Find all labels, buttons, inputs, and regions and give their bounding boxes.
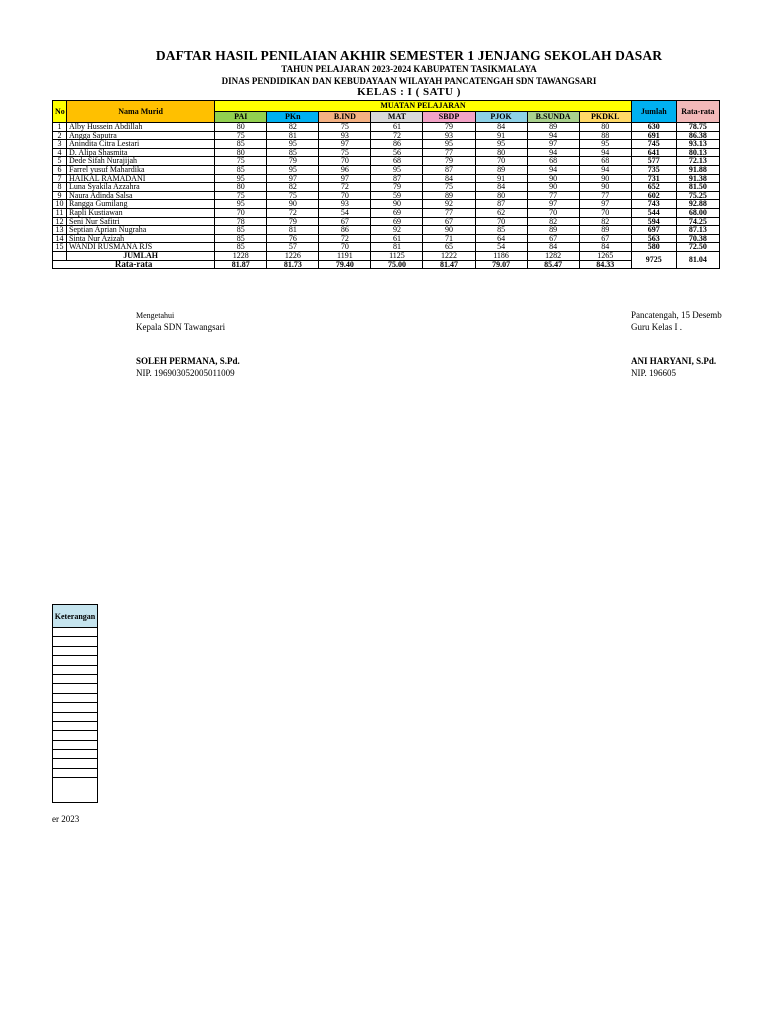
grade-cell: 84	[475, 123, 527, 132]
grade-cell: 97	[527, 140, 579, 149]
row-number: 10	[53, 200, 67, 209]
grade-cell: 82	[579, 217, 631, 226]
grade-cell: 67	[319, 217, 371, 226]
grade-cell: 79	[267, 157, 319, 166]
grade-cell: 94	[579, 165, 631, 174]
row-total: 743	[631, 200, 676, 209]
grade-cell: 70	[215, 208, 267, 217]
keterangan-cell	[53, 637, 98, 646]
subject-total: 1226	[267, 251, 319, 260]
student-name: Anindita Citra Lestari	[67, 140, 215, 149]
row-total: 652	[631, 183, 676, 192]
row-total: 580	[631, 243, 676, 252]
subject-total: 1191	[319, 251, 371, 260]
row-total: 563	[631, 234, 676, 243]
subject-header-pkdkl: PKDKL	[579, 112, 631, 123]
row-number: 11	[53, 208, 67, 217]
subject-average: 75.00	[371, 260, 423, 269]
grade-cell: 70	[579, 208, 631, 217]
sig-left-nip: NIP. 196903052005011009	[136, 368, 235, 378]
grade-cell: 67	[579, 234, 631, 243]
subject-average: 79.07	[475, 260, 527, 269]
grade-cell: 95	[215, 174, 267, 183]
student-row	[53, 200, 720, 209]
student-row	[53, 208, 720, 217]
grade-cell: 82	[527, 217, 579, 226]
rata-rata-row	[53, 260, 720, 269]
student-row	[53, 234, 720, 243]
grade-cell: 70	[475, 157, 527, 166]
grade-cell: 65	[423, 243, 475, 252]
row-number: 3	[53, 140, 67, 149]
row-total: 641	[631, 148, 676, 157]
grade-cell: 80	[475, 191, 527, 200]
row-total: 691	[631, 131, 676, 140]
header-muatan-pelajaran: MUATAN PELAJARAN	[215, 101, 632, 112]
grade-cell: 95	[579, 140, 631, 149]
grade-cell: 85	[215, 234, 267, 243]
grade-cell: 89	[423, 191, 475, 200]
row-average: 81.50	[676, 183, 719, 192]
grade-cell: 85	[475, 226, 527, 235]
row-average: 74.25	[676, 217, 719, 226]
grade-cell: 94	[527, 148, 579, 157]
row-number: 5	[53, 157, 67, 166]
grade-cell: 89	[475, 165, 527, 174]
grade-cell: 75	[215, 191, 267, 200]
student-name: Seni Nur Safitri	[67, 217, 215, 226]
grade-cell: 68	[579, 157, 631, 166]
grade-cell: 80	[215, 123, 267, 132]
keterangan-cell	[53, 693, 98, 702]
grade-cell: 85	[215, 243, 267, 252]
student-row	[53, 123, 720, 132]
keterangan-cell	[53, 712, 98, 721]
grade-cell: 85	[215, 165, 267, 174]
row-number: 8	[53, 183, 67, 192]
grade-cell: 89	[579, 226, 631, 235]
row-average: 86.38	[676, 131, 719, 140]
student-name: Naura Adinda Salsa	[67, 191, 215, 200]
grade-cell: 56	[371, 148, 423, 157]
grade-cell: 94	[527, 165, 579, 174]
grade-cell: 75	[215, 157, 267, 166]
grand-total: 9725	[631, 251, 676, 268]
row-average: 80.13	[676, 148, 719, 157]
grade-cell: 71	[423, 234, 475, 243]
keterangan-cell	[53, 674, 98, 683]
grade-cell: 69	[371, 217, 423, 226]
grade-cell: 68	[371, 157, 423, 166]
grade-cell: 54	[475, 243, 527, 252]
keterangan-cell	[53, 646, 98, 655]
grade-cell: 91	[475, 131, 527, 140]
grade-cell: 87	[475, 200, 527, 209]
row-average: 70.38	[676, 234, 719, 243]
grade-cell: 79	[371, 183, 423, 192]
sig-left-role: Kepala SDN Tawangsari	[136, 322, 226, 332]
grade-cell: 78	[215, 217, 267, 226]
subject-average: 84.33	[579, 260, 631, 269]
grade-cell: 67	[527, 234, 579, 243]
keterangan-cell	[53, 759, 98, 768]
student-name: Sinta Nur Azizah	[67, 234, 215, 243]
grade-cell: 59	[371, 191, 423, 200]
row-average: 72.50	[676, 243, 719, 252]
grade-cell: 84	[475, 183, 527, 192]
subject-total: 1282	[527, 251, 579, 260]
row-total: 745	[631, 140, 676, 149]
header-rata-rata: Rata-rata	[676, 101, 719, 123]
keterangan-cell	[53, 750, 98, 759]
row-average: 72.13	[676, 157, 719, 166]
subject-average: 85.47	[527, 260, 579, 269]
page-title: DAFTAR HASIL PENILAIAN AKHIR SEMESTER 1 JENJANG SEKOLAH DASAR	[155, 48, 663, 63]
grade-cell: 92	[371, 226, 423, 235]
grade-cell: 70	[475, 217, 527, 226]
grade-cell: 75	[267, 191, 319, 200]
subject-total: 1265	[579, 251, 631, 260]
subject-total: 1228	[215, 251, 267, 260]
grade-cell: 79	[423, 123, 475, 132]
sig-right-nip: NIP. 196605	[631, 368, 677, 378]
grade-cell: 81	[371, 243, 423, 252]
student-name: HAIKAL RAMADANI	[67, 174, 215, 183]
grade-cell: 77	[423, 148, 475, 157]
grade-cell: 72	[371, 131, 423, 140]
grade-cell: 86	[371, 140, 423, 149]
grade-cell: 84	[527, 243, 579, 252]
grade-cell: 79	[423, 157, 475, 166]
student-name: Dede Sifah Nurajijah	[67, 157, 215, 166]
row-number: 7	[53, 174, 67, 183]
student-name: WANDI RUSMANA RJS	[67, 243, 215, 252]
subject-header-mat: MAT	[371, 112, 423, 123]
grade-cell: 85	[215, 226, 267, 235]
grade-cell: 97	[579, 200, 631, 209]
grade-cell: 72	[267, 208, 319, 217]
row-number: 1	[53, 123, 67, 132]
student-row	[53, 140, 720, 149]
grade-cell: 90	[267, 200, 319, 209]
grade-cell: 77	[527, 191, 579, 200]
row-average: 68.00	[676, 208, 719, 217]
grade-cell: 80	[475, 148, 527, 157]
keterangan-cell	[53, 768, 98, 777]
grade-cell: 97	[319, 140, 371, 149]
jumlah-label: JUMLAH	[67, 251, 215, 260]
grades-table	[52, 100, 720, 269]
grade-cell: 93	[319, 131, 371, 140]
keterangan-cell	[53, 721, 98, 730]
grade-cell: 75	[215, 131, 267, 140]
grade-cell: 70	[319, 243, 371, 252]
row-average: 75.25	[676, 191, 719, 200]
grade-cell: 86	[319, 226, 371, 235]
grade-cell: 89	[527, 123, 579, 132]
row-total: 630	[631, 123, 676, 132]
subject-header-sbdp: SBDP	[423, 112, 475, 123]
grade-cell: 75	[319, 148, 371, 157]
grade-cell: 85	[215, 140, 267, 149]
grade-cell: 90	[527, 174, 579, 183]
grade-cell: 93	[423, 131, 475, 140]
row-average: 91.88	[676, 165, 719, 174]
grade-cell: 68	[527, 157, 579, 166]
grade-cell: 96	[319, 165, 371, 174]
grade-cell: 81	[267, 131, 319, 140]
keterangan-cell	[53, 778, 98, 803]
grade-cell: 75	[319, 123, 371, 132]
grade-cell: 64	[475, 234, 527, 243]
grade-cell: 95	[475, 140, 527, 149]
grade-cell: 88	[579, 131, 631, 140]
header-nama-murid: Nama Murid	[67, 101, 215, 123]
grade-cell: 72	[319, 183, 371, 192]
grade-cell: 85	[267, 148, 319, 157]
student-name: Alby Hussein Abdillah	[67, 123, 215, 132]
grade-cell: 90	[527, 183, 579, 192]
row-number: 12	[53, 217, 67, 226]
grade-cell: 80	[215, 148, 267, 157]
subject-total: 1186	[475, 251, 527, 260]
header-no: No	[53, 101, 67, 123]
row-number: 2	[53, 131, 67, 140]
student-name: Angga Saputra	[67, 131, 215, 140]
header-jumlah: Jumlah	[631, 101, 676, 123]
row-number: 14	[53, 234, 67, 243]
sig-left-mengetahui: Mengetahui	[136, 311, 175, 320]
row-total: 602	[631, 191, 676, 200]
subject-total: 1125	[371, 251, 423, 260]
row-total: 697	[631, 226, 676, 235]
grade-cell: 77	[423, 208, 475, 217]
student-row	[53, 174, 720, 183]
grade-cell: 81	[267, 226, 319, 235]
row-average: 78.75	[676, 123, 719, 132]
grade-cell: 94	[527, 131, 579, 140]
student-name: Rapli Kustiawan	[67, 208, 215, 217]
grade-cell: 72	[319, 234, 371, 243]
grade-cell: 90	[579, 174, 631, 183]
grade-cell: 61	[371, 234, 423, 243]
subject-average: 81.73	[267, 260, 319, 269]
subject-average: 81.47	[423, 260, 475, 269]
student-name: Septian Aprian Nugraha	[67, 226, 215, 235]
row-total: 735	[631, 165, 676, 174]
sig-right-place-date: Pancatengah, 15 Desemb	[631, 310, 722, 320]
row-average: 87.13	[676, 226, 719, 235]
grade-cell: 54	[319, 208, 371, 217]
grade-cell: 82	[267, 183, 319, 192]
sig-right-role: Guru Kelas I .	[631, 322, 682, 332]
school-year-subtitle: TAHUN PELAJARAN 2023-2024 KABUPATEN TASIKMALAYA	[281, 64, 537, 74]
grade-cell: 70	[319, 191, 371, 200]
grade-cell: 62	[475, 208, 527, 217]
row-total: 544	[631, 208, 676, 217]
grade-cell: 61	[371, 123, 423, 132]
grade-cell: 84	[579, 243, 631, 252]
sig-right-name: ANI HARYANI, S.Pd.	[631, 356, 717, 366]
row-average: 91.38	[676, 174, 719, 183]
grade-cell: 97	[527, 200, 579, 209]
grade-cell: 67	[423, 217, 475, 226]
subject-header-b-sunda: B.SUNDA	[527, 112, 579, 123]
subject-average: 81.87	[215, 260, 267, 269]
grade-cell: 77	[579, 191, 631, 200]
jumlah-row-no-cell	[53, 251, 67, 260]
grade-cell: 87	[371, 174, 423, 183]
row-total: 594	[631, 217, 676, 226]
grade-cell: 87	[423, 165, 475, 174]
row-number: 15	[53, 243, 67, 252]
grade-cell: 70	[319, 157, 371, 166]
jumlah-row	[53, 251, 720, 260]
subject-total: 1222	[423, 251, 475, 260]
grade-cell: 80	[579, 123, 631, 132]
grade-cell: 95	[423, 140, 475, 149]
student-row	[53, 243, 720, 252]
keterangan-table	[52, 604, 98, 803]
row-number: 13	[53, 226, 67, 235]
grade-cell: 75	[423, 183, 475, 192]
grade-cell: 57	[267, 243, 319, 252]
grade-cell: 76	[267, 234, 319, 243]
grade-cell: 94	[579, 148, 631, 157]
keterangan-cell	[53, 656, 98, 665]
subject-header-pjok: PJOK	[475, 112, 527, 123]
row-number: 4	[53, 148, 67, 157]
grade-cell: 97	[267, 174, 319, 183]
grade-cell: 92	[423, 200, 475, 209]
subject-header-pai: PAI	[215, 112, 267, 123]
subject-header-pkn: PKn	[267, 112, 319, 123]
grade-cell: 95	[267, 165, 319, 174]
student-name: Luna Syakila Azzahra	[67, 183, 215, 192]
keterangan-cell	[53, 665, 98, 674]
row-total: 577	[631, 157, 676, 166]
subject-average: 79.40	[319, 260, 371, 269]
grade-cell: 97	[319, 174, 371, 183]
grade-cell: 90	[371, 200, 423, 209]
keterangan-cell	[53, 628, 98, 637]
class-label: KELAS : I ( SATU )	[357, 86, 461, 98]
grade-cell: 69	[371, 208, 423, 217]
student-name: Rangga Gumilang	[67, 200, 215, 209]
student-row	[53, 131, 720, 140]
student-name: Farrel yusuf Mahardika	[67, 165, 215, 174]
student-name: D. Alipa Shasmita	[67, 148, 215, 157]
keterangan-cell	[53, 703, 98, 712]
student-row	[53, 226, 720, 235]
student-row	[53, 157, 720, 166]
rata-rata-label: Rata-rata	[53, 260, 215, 269]
grade-cell: 89	[527, 226, 579, 235]
grade-cell: 91	[475, 174, 527, 183]
grade-cell: 95	[215, 200, 267, 209]
keterangan-cell	[53, 684, 98, 693]
grade-cell: 79	[267, 217, 319, 226]
student-row	[53, 165, 720, 174]
grade-cell: 93	[319, 200, 371, 209]
keterangan-cell	[53, 740, 98, 749]
student-row	[53, 191, 720, 200]
grade-cell: 95	[371, 165, 423, 174]
student-row	[53, 148, 720, 157]
grade-cell: 95	[267, 140, 319, 149]
grade-cell: 70	[527, 208, 579, 217]
row-total: 731	[631, 174, 676, 183]
keterangan-header: Keterangan	[53, 605, 98, 628]
grade-cell: 80	[215, 183, 267, 192]
grand-average: 81.04	[676, 251, 719, 268]
row-number: 6	[53, 165, 67, 174]
grade-cell: 90	[579, 183, 631, 192]
row-average: 93.13	[676, 140, 719, 149]
row-average: 92.88	[676, 200, 719, 209]
row-number: 9	[53, 191, 67, 200]
grade-cell: 84	[423, 174, 475, 183]
student-row	[53, 183, 720, 192]
subject-header-b-ind: B.IND	[319, 112, 371, 123]
date-fragment: er 2023	[52, 814, 80, 824]
student-row	[53, 217, 720, 226]
grade-cell: 82	[267, 123, 319, 132]
sig-left-name: SOLEH PERMANA, S.Pd.	[136, 356, 240, 366]
keterangan-cell	[53, 731, 98, 740]
grade-cell: 90	[423, 226, 475, 235]
department-subtitle: DINAS PENDIDIKAN DAN KEBUDAYAAN WILAYAH PANCATENGAH SDN TAWANGSARI	[221, 76, 597, 86]
